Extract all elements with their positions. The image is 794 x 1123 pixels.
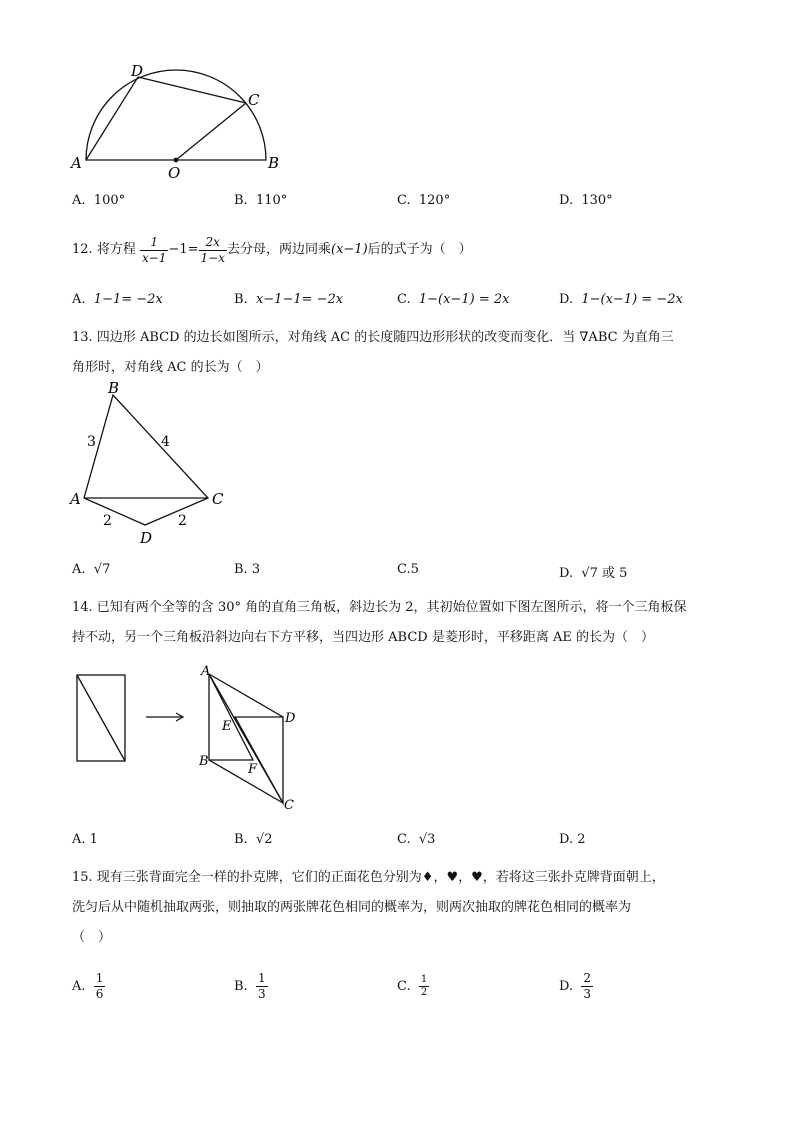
q14-options — [0, 832, 794, 856]
q15-stem-line3: （ ） — [72, 930, 112, 945]
segment-bc — [209, 760, 283, 803]
arrow-right-icon — [144, 708, 188, 726]
segment-dc — [138, 77, 246, 103]
label-o: O — [168, 164, 181, 180]
length-bc: 4 — [161, 434, 170, 450]
q15-option-a[interactable]: A. $\frac{1}{6}$ — [72, 970, 104, 1001]
quadrilateral-abcd — [84, 395, 208, 525]
quadrilateral-figure — [60, 380, 240, 550]
q12-factor: (x−1) — [331, 242, 368, 257]
length-ad: 2 — [103, 513, 112, 529]
q14-option-a[interactable]: A. 1 — [72, 832, 98, 847]
label-b: B — [199, 754, 209, 769]
label-b: B — [268, 154, 280, 172]
q15-stem-line2: 洗匀后从中随机抽取两张，则抽取的两张牌花色相同的概率为，则两次抽取的牌花色相同的概率为 — [72, 900, 632, 915]
q12-stem — [72, 230, 472, 270]
q13-options — [0, 562, 794, 586]
q12-option-d[interactable]: D. 1−(x−1) = −2x — [559, 292, 683, 307]
label-a: A — [71, 154, 82, 172]
q12-mid: 去分母，两边同乘 — [226, 242, 331, 257]
q12-minus-one: −1= — [168, 242, 199, 257]
q11-options — [0, 193, 794, 217]
label-c: C — [284, 798, 294, 813]
label-c: C — [212, 490, 224, 508]
length-dc: 2 — [178, 513, 187, 529]
q11-option-c[interactable]: C. 120° — [397, 193, 451, 208]
q12-number: 12. — [72, 242, 93, 257]
label-e: E — [222, 719, 232, 734]
label-d: D — [131, 62, 144, 80]
q12-options — [0, 292, 794, 316]
q12-fraction-2: $\frac{2x}{1-x}$ — [200, 234, 225, 265]
q15-option-b[interactable]: B. $\frac{1}{3}$ — [234, 970, 266, 1001]
q14-option-c[interactable]: C. √3 — [397, 832, 436, 847]
line-ac — [209, 674, 283, 803]
q15-stem-line1: 15. 现有三张背面完全一样的扑克牌，它们的正面花色分别为♦，♥，♥，若将这三张扑克牌背面朝上， — [72, 870, 665, 885]
q12-lead: 将方程 — [96, 242, 136, 257]
q11-option-b[interactable]: B. 110° — [234, 193, 288, 208]
q13-option-b[interactable]: B. 3 — [234, 562, 261, 577]
segment-co — [176, 103, 246, 160]
rectangle-diagonal — [77, 675, 125, 761]
semicircle-arc — [86, 70, 266, 160]
q12-option-b[interactable]: B. x−1−1= −2x — [234, 292, 344, 307]
q14-stem-line1: 14. 已知有两个全等的含 30° 角的直角三角板，斜边长为 2，其初始位置如下图左图所示，将一个三角板保 — [72, 600, 687, 615]
q13-option-c[interactable]: C.5 — [397, 562, 419, 577]
label-b: B — [108, 380, 120, 397]
label-f: F — [248, 762, 258, 777]
q15-option-d[interactable]: D. $\frac{2}{3}$ — [559, 970, 591, 1001]
q11-option-d[interactable]: D. 130° — [559, 193, 613, 208]
label-a: A — [201, 664, 211, 679]
q12-option-a[interactable]: A. 1−1= −2x — [72, 292, 163, 307]
q12-fraction-1: $\frac{1}{x-1}$ — [141, 234, 167, 265]
q14-option-b[interactable]: B. √2 — [234, 832, 273, 847]
q13-option-d[interactable]: D. √7 或 5 — [559, 566, 628, 581]
label-a: A — [70, 490, 81, 508]
q14-stem-line2: 持不动，另一个三角板沿斜边向右下方平移，当四边形 ABCD 是菱形时，平移距离 AE 的长为（ ） — [72, 630, 654, 645]
q15-option-c[interactable]: C. $\frac{1}{2}$ — [397, 973, 428, 998]
semicircle-figure — [60, 60, 300, 180]
label-d: D — [285, 711, 296, 726]
q12-option-c[interactable]: C. 1−(x−1) = 2x — [397, 292, 510, 307]
label-d: D — [140, 529, 153, 547]
q11-option-a[interactable]: A. 100° — [72, 193, 126, 208]
q13-option-a[interactable]: A. √7 — [72, 562, 111, 577]
q12-tail: 后的式子为（ ） — [367, 242, 472, 257]
label-c: C — [248, 91, 260, 109]
q14-option-d[interactable]: D. 2 — [559, 832, 586, 847]
q13-stem-line2: 角形时，对角线 AC 的长为（ ） — [72, 360, 269, 375]
initial-triangles-figure — [70, 668, 140, 768]
center-point-o — [174, 158, 179, 163]
q15-options — [0, 966, 794, 1010]
segment-ad — [86, 77, 138, 160]
translated-triangles-figure — [196, 660, 306, 816]
q13-stem-line1: 13. 四边形 ABCD 的边长如图所示，对角线 AC 的长度随四边形形状的改变而变化．当 ∇ABC 为直角三 — [72, 330, 674, 345]
length-ab: 3 — [87, 434, 96, 450]
